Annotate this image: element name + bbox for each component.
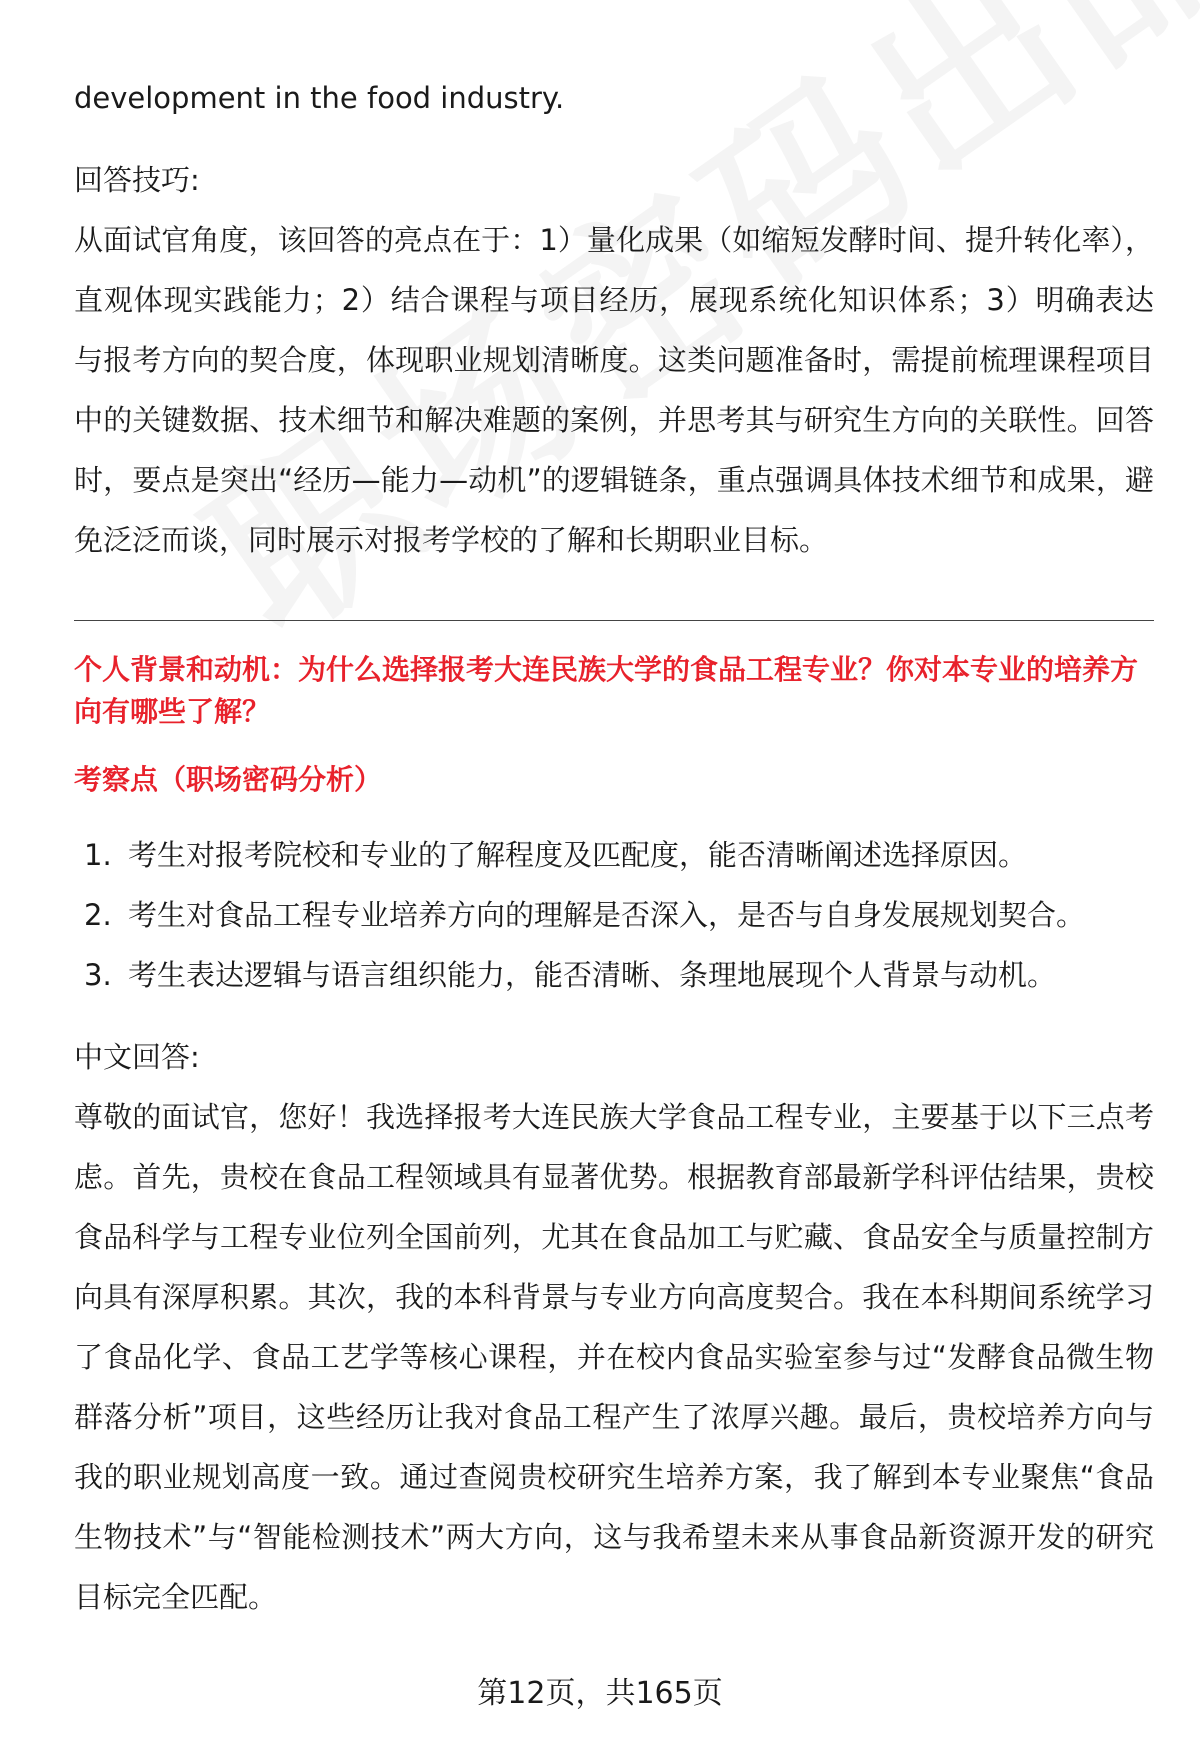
list-item-text: 考生表达逻辑与语言组织能力，能否清晰、条理地展现个人背景与动机。 — [128, 958, 1057, 992]
answer-label: 中文回答: — [74, 1040, 200, 1074]
list-item-text: 考生对报考院校和专业的了解程度及匹配度，能否清晰阐述选择原因。 — [128, 838, 1028, 872]
intro-continuation: development in the food industry. — [74, 81, 565, 115]
list-item-text: 考生对食品工程专业培养方向的理解是否深入，是否与自身发展规划契合。 — [128, 898, 1086, 932]
points-title: 考察点（职场密码分析） — [74, 763, 383, 796]
page-content — [74, 68, 1154, 1627]
page-footer: 第12页，共165页 — [477, 1676, 723, 1711]
list-item-number: 3. — [84, 958, 112, 992]
list-item — [74, 825, 1154, 885]
question-title: 个人背景和动机：为什么选择报考大连民族大学的食品工程专业？你对本专业的培养方向有哪些了解？ — [74, 653, 1139, 728]
tips-body: 从面试官角度，该回答的亮点在于：1）量化成果（如缩短发酵时间、提升转化率），直观体现实践能力；2）结合课程与项目经历，展现系统化知识体系；3）明确表达与报考方向的契合度，体现职业规划清晰度。这类问题准备时，需提前梳理课程项目中的关键数据、技术细节和解决难题的案例，并思考其与研究生方向的关联性。回答时，要点是突出“经历—能力—动机”的逻辑链条，重点强调具体技术细节和成果，避免泛泛而谈，同时展示对报考学校的了解和长期职业目标。 — [74, 223, 1154, 557]
list-item-number: 2. — [84, 898, 112, 932]
tips-label: 回答技巧: — [74, 163, 200, 197]
points-list — [74, 825, 1154, 1005]
list-item — [74, 885, 1154, 945]
section-divider — [74, 620, 1154, 621]
answer-body: 尊敬的面试官，您好！我选择报考大连民族大学食品工程专业，主要基于以下三点考虑。首先，贵校在食品工程领域具有显著优势。根据教育部最新学科评估结果，贵校食品科学与工程专业位列全国前列，尤其在食品加工与贮藏、食品安全与质量控制方向具有深厚积累。其次，我的本科背景与专业方向高度契合。我在本科期间系统学习了食品化学、食品工艺学等核心课程，并在校内食品实验室参与过“发酵食品微生物群落分析”项目，这些经历让我对食品工程产生了浓厚兴趣。最后，贵校培养方向与我的职业规划高度一致。通过查阅贵校研究生培养方案，我了解到本专业聚焦“食品生物技术”与“智能检测技术”两大方向，这与我希望未来从事食品新资源开发的研究目标完全匹配。 — [74, 1100, 1154, 1614]
list-item-number: 1. — [84, 838, 112, 872]
list-item — [74, 945, 1154, 1005]
